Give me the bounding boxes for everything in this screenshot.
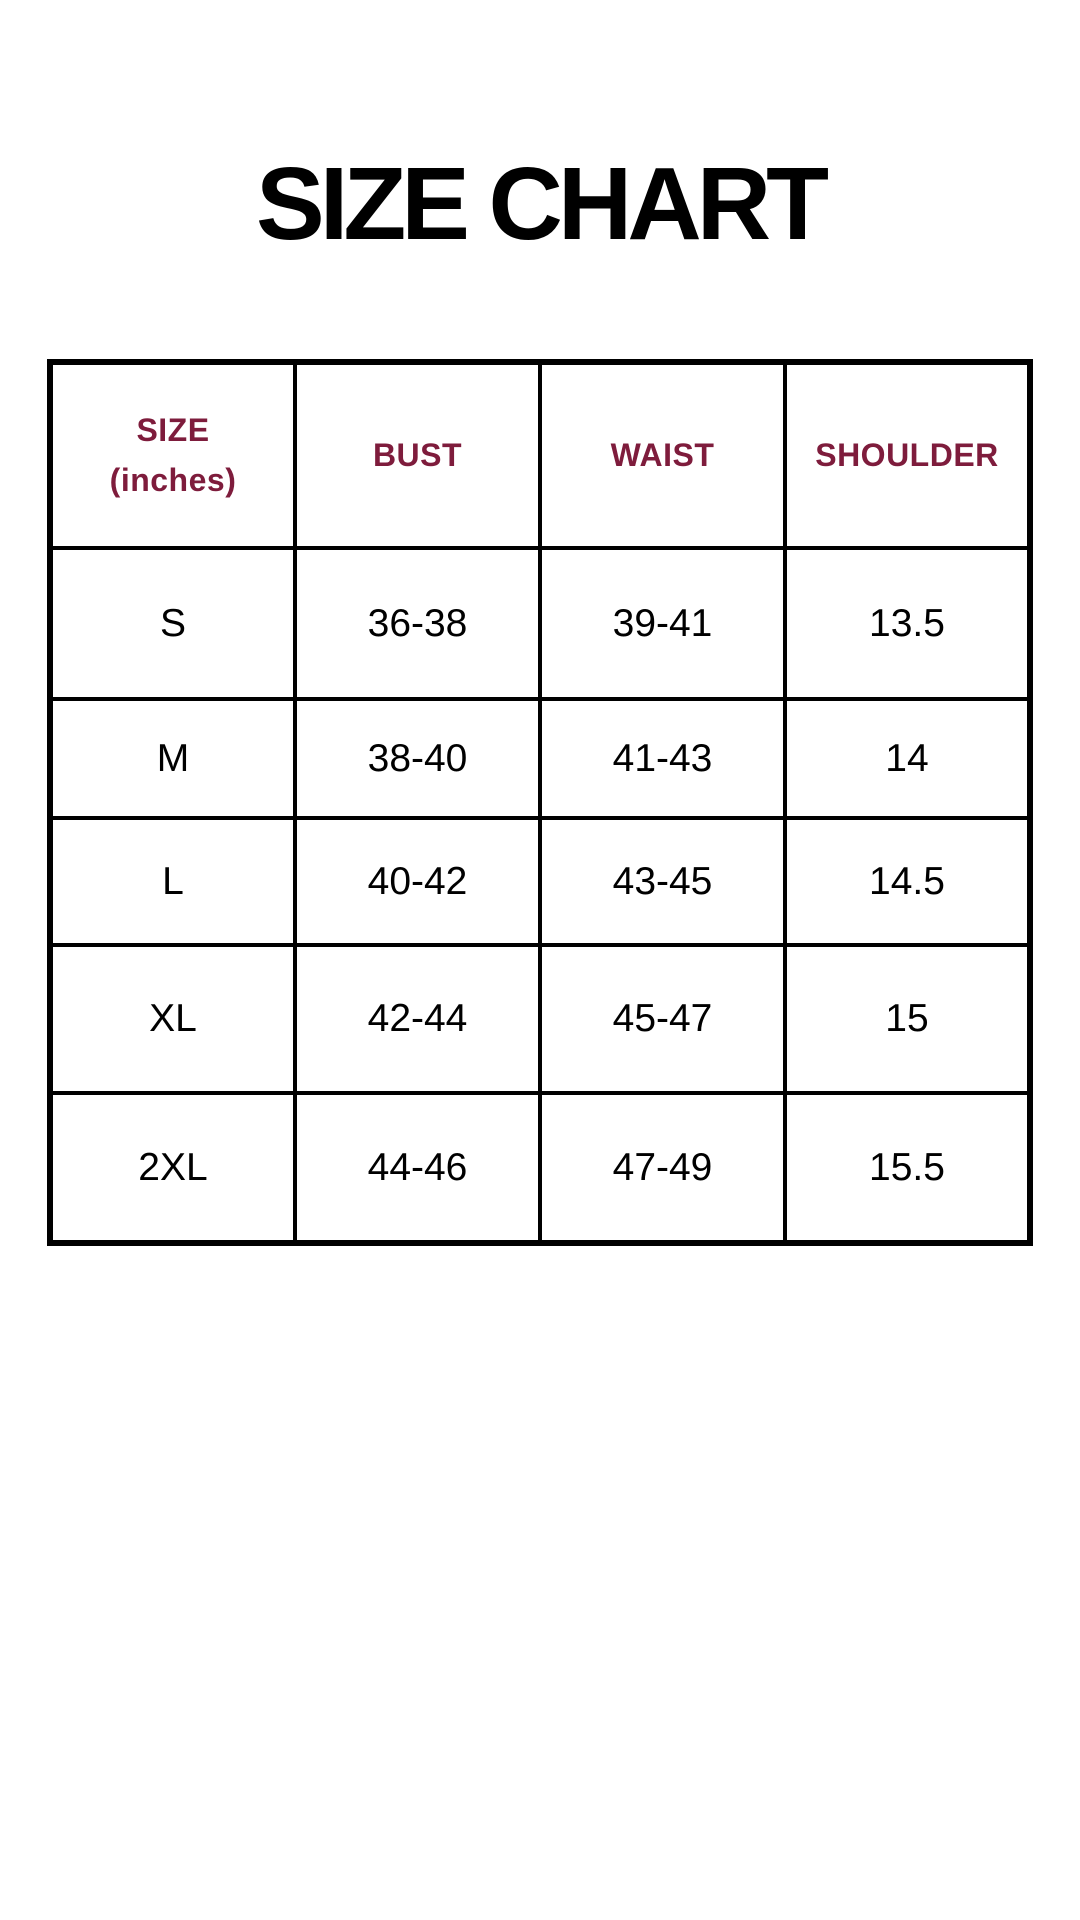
cell-size: S <box>50 548 295 699</box>
cell-size: XL <box>50 945 295 1093</box>
cell-waist: 45-47 <box>540 945 785 1093</box>
header-row <box>50 362 1030 548</box>
header-cell-size <box>50 362 295 548</box>
table-row-s <box>50 548 1030 699</box>
table-row-2xl <box>50 1093 1030 1243</box>
cell-shoulder: 14.5 <box>785 818 1030 945</box>
cell-shoulder: 15 <box>785 945 1030 1093</box>
table-header <box>50 362 1030 548</box>
cell-bust: 44-46 <box>295 1093 540 1243</box>
header-size-line1: SIZE <box>136 411 210 448</box>
cell-size: M <box>50 699 295 818</box>
cell-shoulder: 15.5 <box>785 1093 1030 1243</box>
cell-shoulder: 13.5 <box>785 548 1030 699</box>
cell-waist: 43-45 <box>540 818 785 945</box>
header-size-line2: (inches) <box>109 461 237 498</box>
cell-waist: 41-43 <box>540 699 785 818</box>
cell-bust: 38-40 <box>295 699 540 818</box>
cell-waist: 39-41 <box>540 548 785 699</box>
cell-size: 2XL <box>50 1093 295 1243</box>
header-cell-bust: BUST <box>295 362 540 548</box>
cell-bust: 40-42 <box>295 818 540 945</box>
cell-waist: 47-49 <box>540 1093 785 1243</box>
cell-bust: 42-44 <box>295 945 540 1093</box>
header-cell-shoulder: SHOULDER <box>785 362 1030 548</box>
table-row-m <box>50 699 1030 818</box>
page-title: SIZE CHART <box>256 146 824 261</box>
table-row-xl <box>50 945 1030 1093</box>
cell-size: L <box>50 818 295 945</box>
cell-bust: 36-38 <box>295 548 540 699</box>
cell-shoulder: 14 <box>785 699 1030 818</box>
table-row-l <box>50 818 1030 945</box>
size-chart-table <box>47 359 1033 1246</box>
table-body <box>50 548 1030 1243</box>
header-cell-waist: WAIST <box>540 362 785 548</box>
